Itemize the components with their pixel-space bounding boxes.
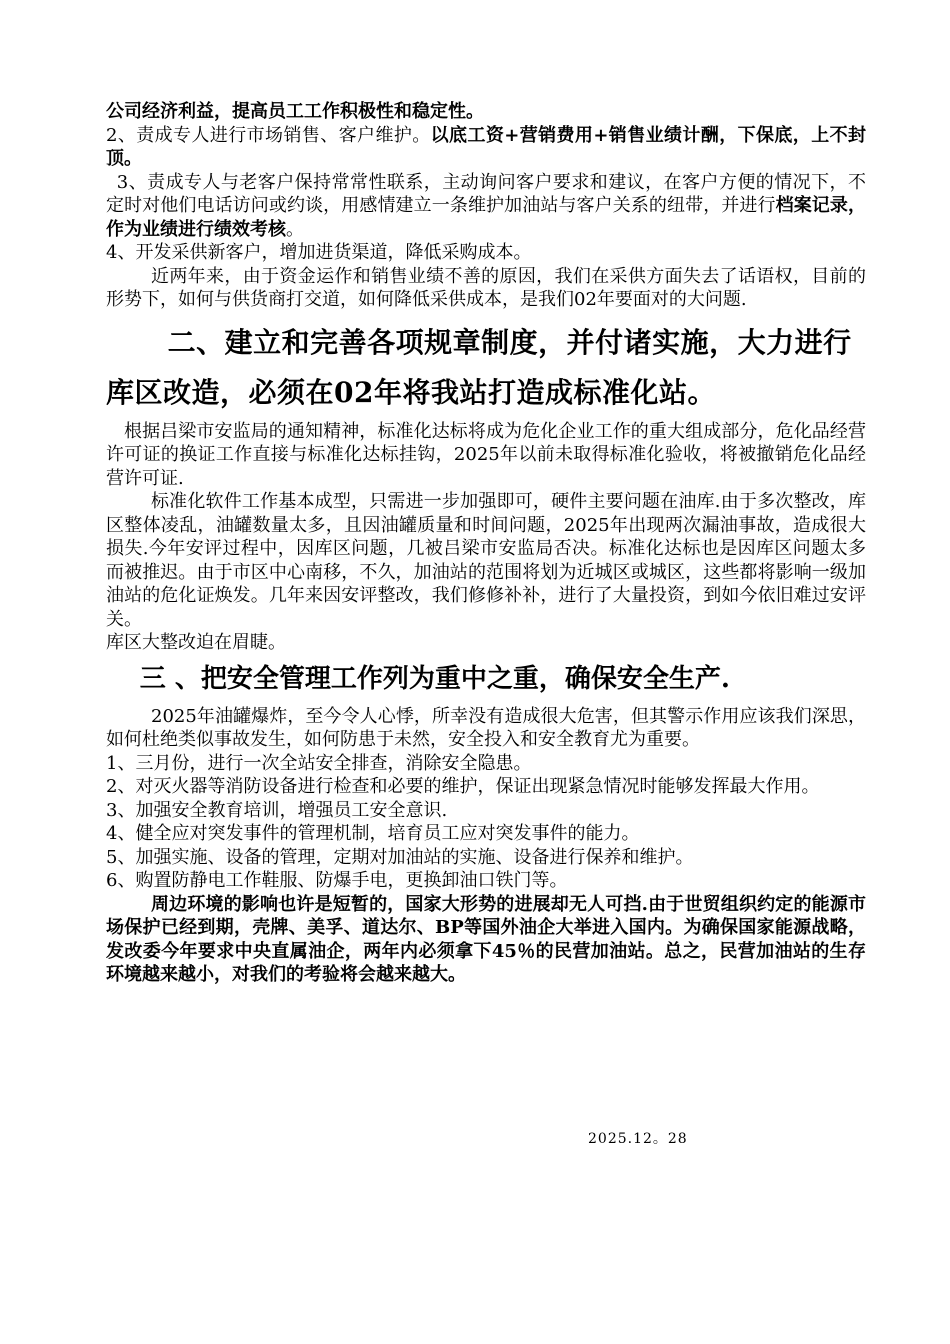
- intro-paragraph-1: 公司经济利益，提高员工工作积极性和稳定性。: [106, 101, 484, 122]
- section-2-paragraph-2: 标准化软件工作基本成型，只需进一步加强即可，硬件主要问题在油库.由于多次整改，库区整体凌乱，油罐数量太多，且因油罐质量和时间问题，2025年出现两次漏油事故，造成很大损失.今年安评过程中，因库区问题，几被吕梁市安监局否决。标准化达标也是因库区问题太多而被推迟。由于市区中心南移，不久，加油站的范围将划为近城区或城区，这些都将影响一级加油站的危化证焕发。几年来因安评整改，我们修修补补，进行了大量投资，到如今依旧难过安评关。: [106, 491, 866, 630]
- intro-paragraph-3-bold: 档案记录，作为业绩进行绩效考核: [106, 195, 866, 240]
- intro-paragraph-2-bold: 以底工资+营销费用+销售业绩计酬，下保底，上不封顶。: [106, 124, 866, 169]
- intro-paragraph-3-text: 3、责成专人与老客户保持常常性联系，主动询问客户要求和建议，在客户方便的情况下，不定时对他们电话访问或约谈，用感情建立一条维护加油站与客户关系的纽带，并进行: [106, 171, 866, 216]
- section-3-item-4: 4、健全应对突发事件的管理机制，培育员工应对突发事件的能力。: [106, 823, 640, 844]
- intro-paragraph-2-text: 2、责成专人进行市场销售、客户维护。: [106, 124, 431, 146]
- intro-paragraph-2: [106, 124, 866, 171]
- intro-paragraph-5: 近两年来，由于资金运作和销售业绩不善的原因，我们在采供方面失去了话语权，目前的形势下，如何与供货商打交道，如何降低采供成本，是我们02年要面对的大问题.: [106, 265, 866, 310]
- section-3-item-1: 1、三月份，进行一次全站安全排查，消除安全隐患。: [106, 752, 532, 774]
- document-body: [106, 100, 866, 987]
- intro-paragraph-3: [106, 171, 866, 242]
- document-date: 2025.12。28: [588, 1131, 688, 1147]
- closing-paragraph: 周边环境的影响也许是短暂的，国家大形势的进展却无人可挡.由于世贸组织约定的能源市场保护已经到期，壳牌、美孚、道达尔、BP等国外油企大举进入国内。为确保国家能源战略，发改委今年要求中央直属油企，两年内必须拿下45％的民营加油站。总之，民营加油站的生存环境越来越小，对我们的考验将会越来越大。: [106, 893, 866, 985]
- section-2-heading-line-1: 二、建立和完善各项规章制度，并付诸实施，大力进行: [167, 325, 852, 359]
- section-3-item-2: 2、对灭火器等消防设备进行检查和必要的维护，保证出现紧急情况时能够发挥最大作用。: [106, 776, 820, 797]
- intro-paragraph-3-end: 。: [286, 218, 304, 240]
- section-2-heading-line-2: 库区改造，必须在02年将我站打造成标准化站。: [106, 375, 716, 409]
- section-3-item-3: 3、加强安全教育培训，增强员工安全意识.: [106, 799, 448, 821]
- section-3-paragraph-1: 2025年油罐爆炸，至今令人心悸，所幸没有造成很大危害，但其警示作用应该我们深思，如何杜绝类似事故发生，如何防患于未然，安全投入和安全教育尤为重要。: [106, 705, 866, 750]
- section-3-item-5: 5、加强实施、设备的管理，定期对加油站的实施、设备进行保养和维护。: [106, 846, 694, 868]
- section-2-paragraph-1: 根据吕梁市安监局的通知精神，标准化达标将成为危化企业工作的重大组成部分，危化品经营许可证的换证工作直接与标准化达标挂钩，2025年以前未取得标准化验收，将被撤销危化品经营许可证.: [106, 420, 866, 489]
- intro-paragraph-4: 4、开发采供新客户，增加进货渠道，降低采购成本。: [106, 242, 532, 263]
- section-3-heading: 三 、把安全管理工作列为重中之重，确保安全生产.: [139, 663, 730, 694]
- section-3-item-6: 6、购置防静电工作鞋服、防爆手电，更换卸油口铁门等。: [106, 870, 568, 891]
- section-2-heading: [106, 318, 866, 418]
- section-2-paragraph-3: 库区大整改迫在眉睫。: [106, 632, 286, 653]
